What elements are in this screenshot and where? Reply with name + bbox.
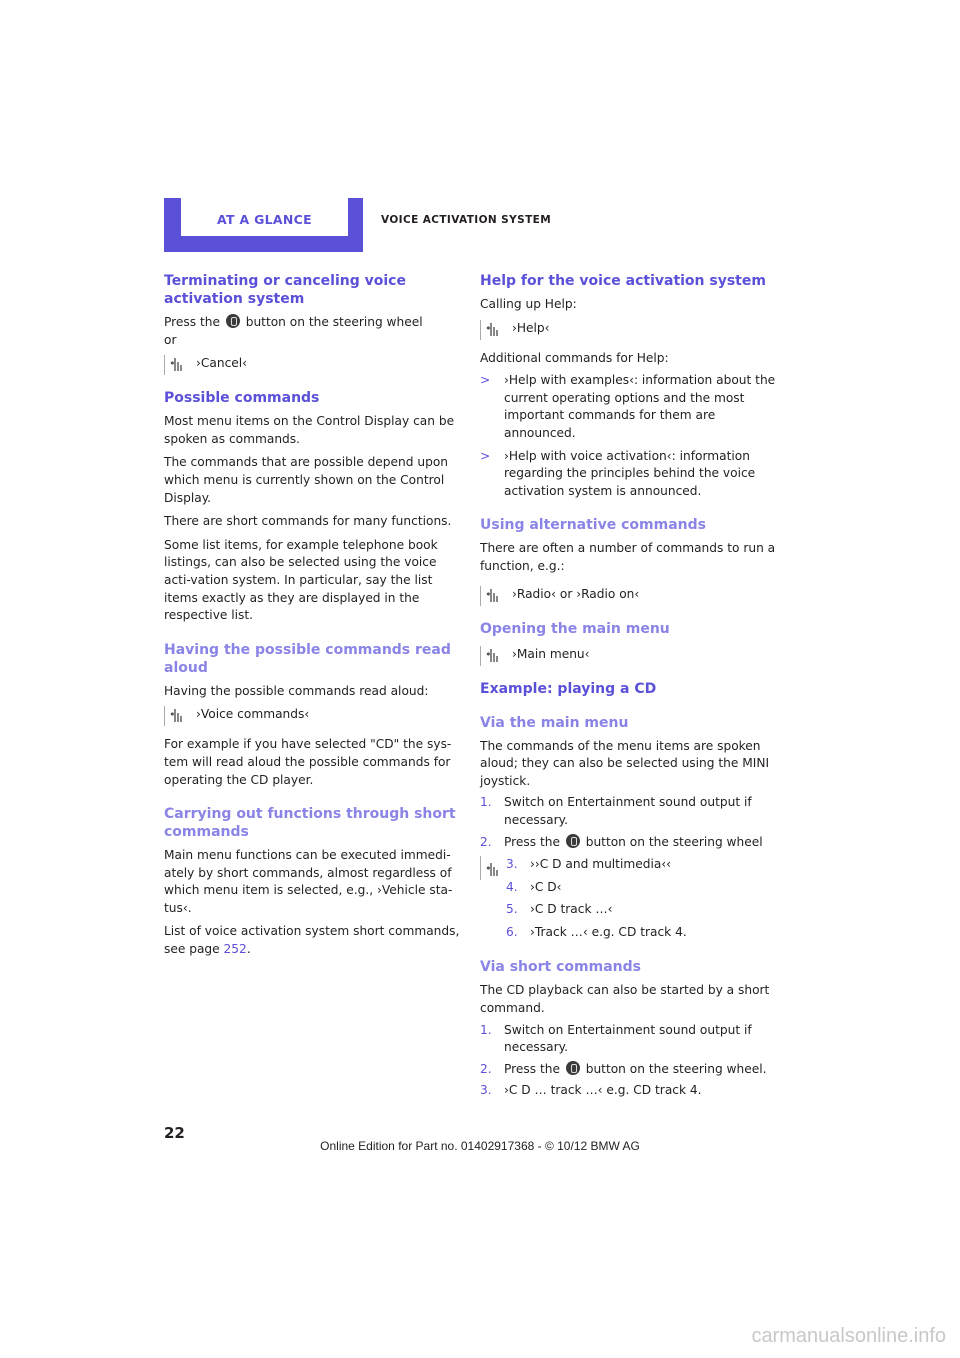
voice-step-list xyxy=(506,856,687,946)
step-number: 3. xyxy=(506,857,518,872)
voice-command-voice xyxy=(164,706,460,726)
heading-alternative: Using alternative commands xyxy=(480,517,706,534)
step-text: Switch on Entertainment sound output if necessary. xyxy=(504,795,752,827)
left-column xyxy=(164,272,460,959)
section-tab-label: AT A GLANCE xyxy=(217,212,312,227)
voice-command-text: ›Cancel‹ xyxy=(196,356,248,371)
voice-command-icon xyxy=(480,320,506,340)
step-text: Press the button on the steering wheel xyxy=(504,834,763,849)
paragraph: For example if you have selected "CD" the sys-tem will read aloud the possible commands for operating the CD player. xyxy=(164,737,452,787)
list-item xyxy=(506,856,687,874)
paragraph: The commands that are possible depend upon which menu is currently shown on the Control Display. xyxy=(164,455,449,505)
paragraph: Most menu items on the Control Display can be spoken as commands. xyxy=(164,414,455,446)
heading-main-menu: Opening the main menu xyxy=(480,620,670,637)
paragraph-see-page: List of voice activation system short commands, see page 252. xyxy=(164,924,460,957)
page-number: 22 xyxy=(164,1124,185,1142)
list-item xyxy=(480,834,780,852)
step-number: 2. xyxy=(480,834,492,849)
paragraph: Main menu functions can be executed immedi-ately by short commands, almost regardless of which menu item is selected, e.g., ›Vehicle sta-tus‹. xyxy=(164,848,453,915)
list-item xyxy=(480,1022,780,1057)
paragraph: The commands of the menu items are spoken aloud; they can also be selected using the MINI joystick. xyxy=(480,738,770,788)
voice-button-icon xyxy=(566,834,580,848)
list-item xyxy=(506,879,687,897)
list-item xyxy=(506,924,687,942)
heading-terminate: Terminating or canceling voice activation system xyxy=(164,273,406,307)
voice-command-icon xyxy=(480,646,506,666)
step-number: 1. xyxy=(480,1022,492,1037)
step-number: 1. xyxy=(480,795,492,810)
step-text: ›Track …‹ e.g. CD track 4. xyxy=(530,924,687,939)
paragraph: Additional commands for Help: xyxy=(480,350,669,365)
voice-command-help xyxy=(480,320,780,340)
bullet-marker: > xyxy=(480,448,491,463)
paragraph: There are often a number of commands to run a function, e.g.: xyxy=(480,541,776,573)
paragraph: The CD playback can also be started by a short command. xyxy=(480,983,770,1016)
voice-command-text: ›Radio‹ or ›Radio on‹ xyxy=(512,586,640,601)
voice-command-radio xyxy=(480,586,780,606)
list-item xyxy=(506,901,687,919)
paragraph: Having the possible commands read aloud: xyxy=(164,683,429,698)
running-head: VOICE ACTIVATION SYSTEM xyxy=(381,214,552,226)
voice-command-icon xyxy=(164,706,190,726)
footer-edition: Online Edition for Part no. 01402917368 - © 10/12 BMW AG xyxy=(320,1139,640,1153)
voice-command-icon xyxy=(164,355,190,375)
list-item xyxy=(480,794,780,829)
step-text: ›C D … track …‹ e.g. CD track 4. xyxy=(504,1083,702,1098)
voice-command-text: ›Main menu‹ xyxy=(512,646,590,661)
paragraph: Calling up Help: xyxy=(480,297,577,311)
watermark: carmanualsonline.info xyxy=(751,1325,946,1347)
voice-command-cancel xyxy=(164,355,460,375)
voice-button-icon xyxy=(566,1061,580,1075)
list-item xyxy=(480,1061,780,1079)
list-item-text: ›Help with voice activation‹: information regarding the principles behind the voice activation system is announced. xyxy=(504,448,756,498)
heading-via-short: Via short commands xyxy=(480,959,641,976)
bullet-marker: > xyxy=(480,373,491,388)
list-item xyxy=(480,372,780,442)
heading-possible-commands: Possible commands xyxy=(164,390,320,407)
list-item-text: ›Help with examples‹: information about the current operating options and the most important commands for them are announced. xyxy=(504,373,776,440)
voice-command-main-menu xyxy=(480,646,780,666)
list-item xyxy=(480,448,780,501)
voice-command-icon xyxy=(480,856,506,880)
paragraph: Some list items, for example telephone book listings, can also be selected using the voice acti-vation system. In particular, say the list items exactly as they are displayed in the respective list. xyxy=(164,537,438,623)
step-number: 6. xyxy=(506,924,518,939)
voice-command-text: ›Voice commands‹ xyxy=(196,707,310,722)
page-link[interactable]: 252 xyxy=(223,942,247,957)
step-number: 2. xyxy=(480,1061,492,1076)
step-text: ›C D track …‹ xyxy=(530,902,613,917)
voice-command-steps xyxy=(480,856,780,946)
voice-button-icon xyxy=(226,314,240,328)
paragraph-or: or xyxy=(164,332,177,347)
step-number: 4. xyxy=(506,879,518,894)
paragraph-press-button: Press the button on the steering wheel xyxy=(164,315,423,329)
list-item xyxy=(480,1082,780,1100)
heading-example-cd: Example: playing a CD xyxy=(480,680,657,697)
voice-command-text: ›Help‹ xyxy=(512,320,550,335)
step-text: Switch on Entertainment sound output if necessary. xyxy=(504,1022,752,1055)
heading-help: Help for the voice activation system xyxy=(480,273,766,289)
heading-short-commands: Carrying out functions through short commands xyxy=(164,806,456,841)
voice-command-icon xyxy=(480,586,506,606)
step-text: Press the button on the steering wheel. xyxy=(504,1061,767,1076)
right-column xyxy=(480,272,780,1100)
heading-read-aloud: Having the possible commands read aloud xyxy=(164,641,451,676)
step-number: 3. xyxy=(480,1083,492,1098)
heading-via-main-menu: Via the main menu xyxy=(480,714,629,731)
paragraph: There are short commands for many functions. xyxy=(164,514,452,529)
step-number: 5. xyxy=(506,902,518,917)
step-text: ›C D‹ xyxy=(530,879,562,894)
step-text: ››C D and multimedia‹‹ xyxy=(530,857,672,872)
